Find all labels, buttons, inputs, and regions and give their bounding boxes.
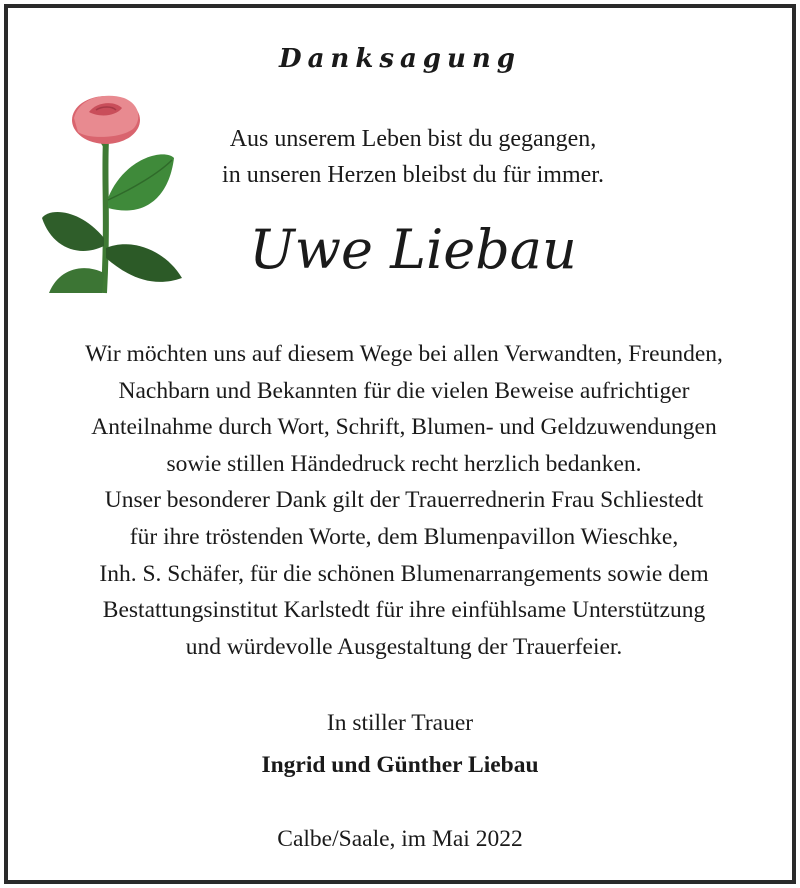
heading-danksagung: Danksagung: [279, 44, 521, 74]
body-line: sowie stillen Händedruck recht herzlich bedanken.: [166, 450, 642, 477]
body-line: Inh. S. Schäfer, für die schönen Blumenarrangements sowie dem: [99, 560, 709, 587]
body-line: Unser besonderer Dank gilt der Trauerrednerin Frau Schliestedt: [104, 487, 704, 514]
body-line: für ihre tröstenden Worte, dem Blumenpavillon Wieschke,: [129, 523, 679, 550]
body-line: Anteilnahme durch Wort, Schrift, Blumen- und Geldzuwendungen: [91, 414, 717, 441]
place-date: Calbe/Saale, im Mai 2022: [277, 826, 523, 852]
verse-line-1: Aus unserem Leben bist du gegangen,: [229, 126, 597, 152]
body-line: Nachbarn und Bekannten für die vielen Beweise aufrichtiger: [118, 377, 690, 404]
signature-names: Ingrid und Günther Liebau: [261, 752, 539, 778]
thanks-body: [28, 336, 780, 665]
signature-intro: In stiller Trauer: [326, 710, 474, 736]
verse-line-2: in unseren Herzen bleibst du für immer.: [222, 162, 604, 188]
body-line: Wir möchten uns auf diesem Wege bei allen Verwandten, Freunden,: [85, 341, 723, 367]
deceased-name: Uwe Liebau: [249, 218, 577, 281]
body-line: und würdevolle Ausgestaltung der Trauerfeier.: [185, 633, 623, 660]
rose-icon: [34, 88, 184, 298]
body-line: Bestattungsinstitut Karlstedt für ihre einfühlsame Unterstützung: [102, 597, 706, 624]
notice-frame: [4, 4, 796, 884]
